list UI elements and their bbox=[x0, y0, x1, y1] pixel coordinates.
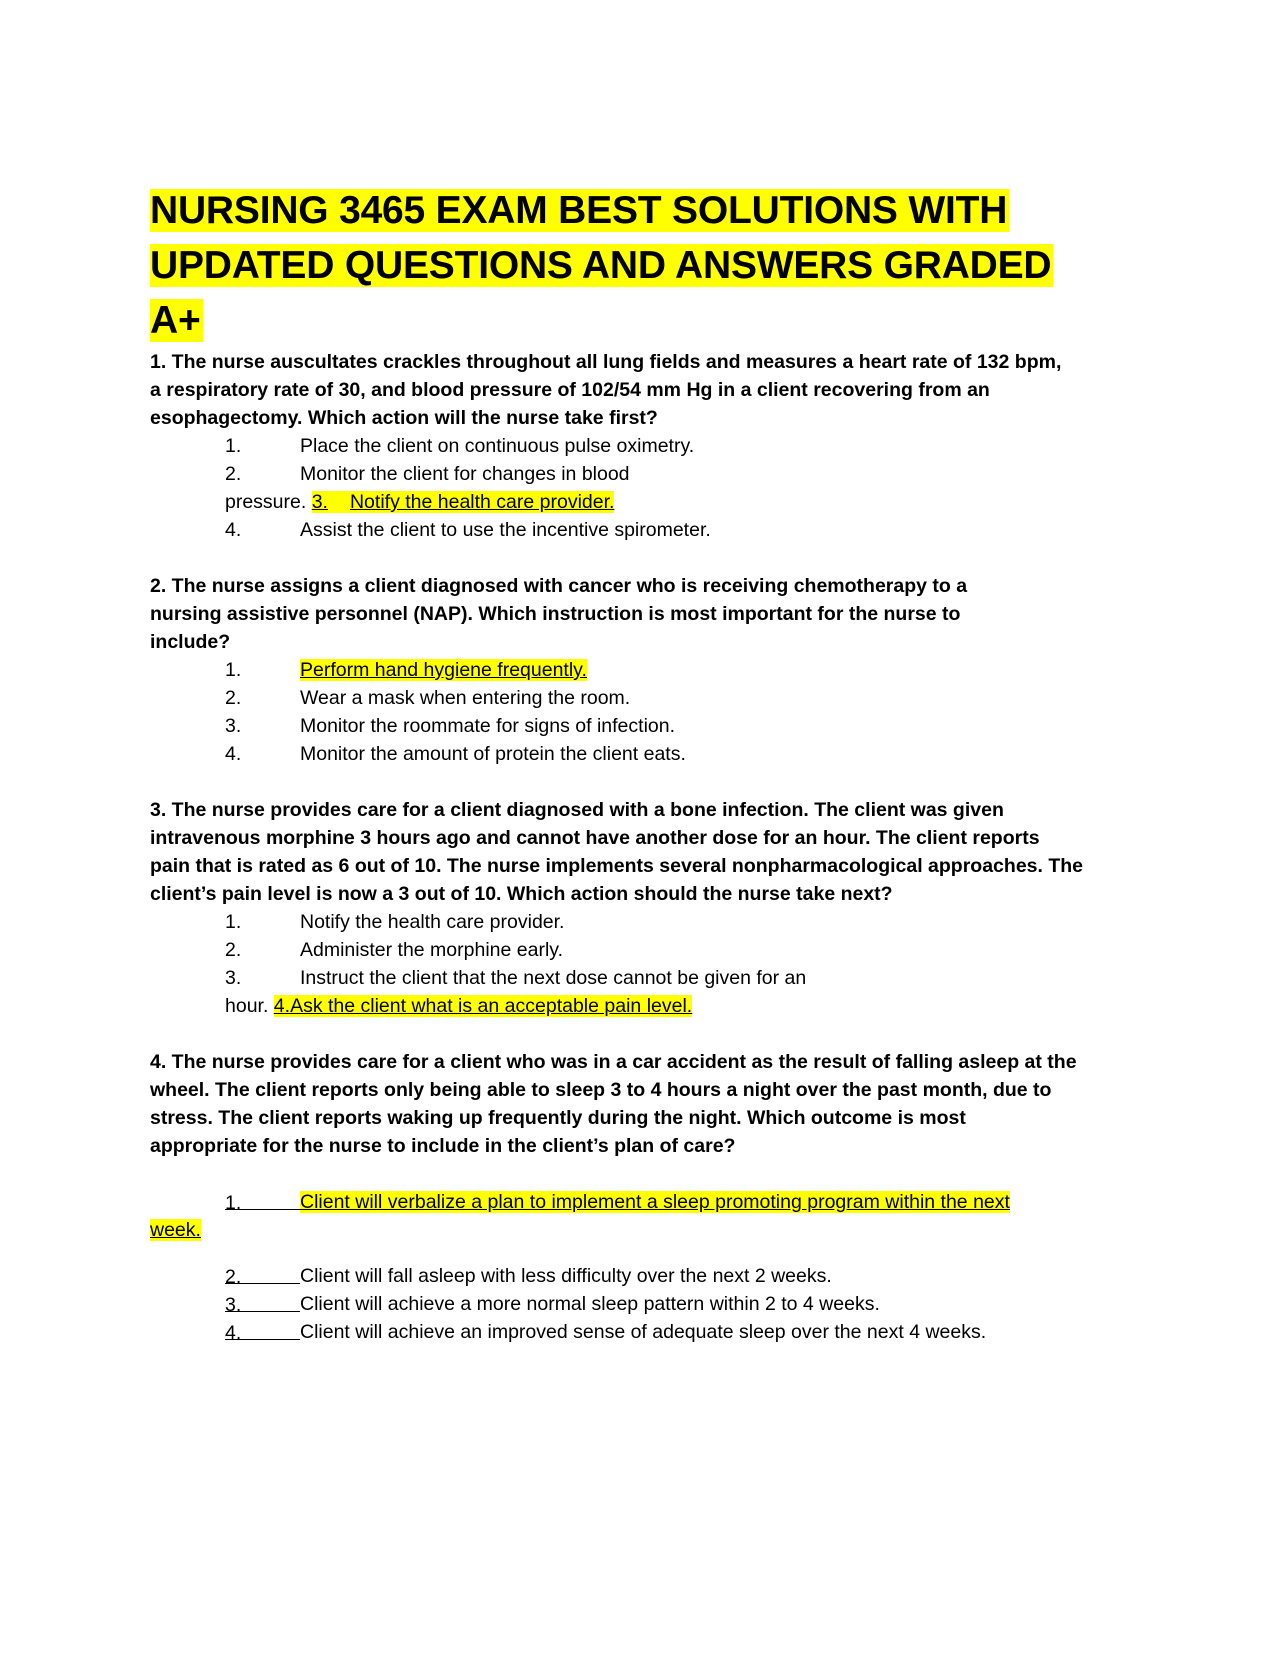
question-4 bbox=[150, 1048, 1110, 1346]
option-number bbox=[225, 1263, 300, 1288]
option-number: 1. bbox=[225, 435, 242, 457]
question-2-option-4 bbox=[150, 740, 1110, 768]
option-text: Ask the client what is an acceptable pain level. bbox=[290, 995, 693, 1017]
question-3-stem-line-1: 3. The nurse provides care for a client diagnosed with a bone infection. The client was given bbox=[150, 799, 1004, 821]
option-number: 4. bbox=[225, 519, 242, 541]
question-1-option-3-answer bbox=[312, 491, 615, 513]
option-text-wrap: hour. bbox=[225, 995, 274, 1017]
option-number: 2. bbox=[225, 687, 242, 709]
question-3-option-3-wrap bbox=[150, 992, 1110, 1020]
question-4-stem-line-3: stress. The client reports waking up frequently during the night. Which outcome is most bbox=[150, 1107, 966, 1129]
document-page bbox=[150, 183, 1110, 1346]
question-4-stem-line-2: wheel. The client reports only being able to sleep 3 to 4 hours a night over the past month, due to bbox=[150, 1079, 1052, 1101]
question-4-options bbox=[150, 1188, 1110, 1346]
option-number bbox=[225, 1189, 300, 1214]
question-3-stem-line-3: pain that is rated as 6 out of 10. The nurse implements several nonpharmacological approaches. The bbox=[150, 855, 1084, 877]
question-2-stem-line-3: include? bbox=[150, 631, 231, 653]
question-1-options bbox=[150, 432, 1110, 544]
option-number: 4. bbox=[225, 743, 242, 765]
question-4-option-3 bbox=[150, 1290, 1110, 1318]
option-text: Client will verbalize a plan to implement a sleep promoting program within the next bbox=[300, 1191, 1010, 1213]
question-4-option-4 bbox=[150, 1318, 1110, 1346]
question-2-options bbox=[150, 656, 1110, 768]
question-3-options bbox=[150, 908, 1110, 1020]
question-3-stem-line-2: intravenous morphine 3 hours ago and cannot have another dose for an hour. The client reports bbox=[150, 827, 1040, 849]
option-number: 3. bbox=[225, 715, 242, 737]
question-2-stem-line-2: nursing assistive personnel (NAP). Which instruction is most important for the nurse to bbox=[150, 603, 961, 625]
option-number bbox=[225, 1291, 300, 1316]
question-4-stem bbox=[150, 1048, 1110, 1160]
option-number: 2. bbox=[225, 463, 242, 485]
question-2 bbox=[150, 572, 1110, 768]
question-4-option-1-wrap bbox=[150, 1216, 1110, 1244]
option-number: 1. bbox=[225, 659, 242, 681]
question-1-stem-line-1: 1. The nurse auscultates crackles throughout all lung fields and measures a heart rate of 132 bpm, bbox=[150, 351, 1062, 373]
option-text: Wear a mask when entering the room. bbox=[300, 687, 631, 709]
option-text-wrap: pressure. bbox=[225, 491, 312, 513]
option-number-text: 3. bbox=[225, 1294, 242, 1316]
question-3-stem-line-4: client’s pain level is now a 3 out of 10. Which action should the nurse take next? bbox=[150, 883, 893, 905]
option-text-wrap: week. bbox=[150, 1219, 201, 1241]
question-1-option-4 bbox=[150, 516, 1110, 544]
title-line-1: NURSING 3465 EXAM BEST SOLUTIONS WITH bbox=[150, 189, 1008, 232]
option-text: Client will achieve an improved sense of adequate sleep over the next 4 weeks. bbox=[300, 1321, 987, 1343]
option-text: Administer the morphine early. bbox=[300, 939, 564, 961]
question-1-stem bbox=[150, 348, 1110, 432]
option-number-text: 2. bbox=[225, 1266, 242, 1288]
question-1-stem-line-3: esophagectomy. Which action will the nurse take first? bbox=[150, 407, 658, 429]
question-3 bbox=[150, 796, 1110, 1020]
question-1 bbox=[150, 348, 1110, 544]
option-text: Notify the health care provider. bbox=[349, 491, 615, 513]
question-1-stem-line-2: a respiratory rate of 30, and blood pressure of 102/54 mm Hg in a client recovering from an bbox=[150, 379, 990, 401]
question-4-option-2 bbox=[150, 1262, 1110, 1290]
option-text: Monitor the amount of protein the client eats. bbox=[300, 743, 686, 765]
option-number-text: 1. bbox=[225, 1192, 242, 1214]
option-text: Client will fall asleep with less difficulty over the next 2 weeks. bbox=[300, 1265, 832, 1287]
option-text: Notify the health care provider. bbox=[300, 911, 565, 933]
option-text: Monitor the roommate for signs of infection. bbox=[300, 715, 676, 737]
question-1-option-2 bbox=[150, 460, 1110, 488]
question-2-option-2 bbox=[150, 684, 1110, 712]
question-4-stem-line-4: appropriate for the nurse to include in the client’s plan of care? bbox=[150, 1135, 736, 1157]
question-1-option-2-wrap bbox=[150, 488, 1110, 516]
question-3-stem bbox=[150, 796, 1110, 908]
option-text: Place the client on continuous pulse oximetry. bbox=[300, 435, 695, 457]
question-3-option-3 bbox=[150, 964, 1110, 992]
question-1-option-1 bbox=[150, 432, 1110, 460]
document-title bbox=[150, 183, 1110, 348]
question-4-stem-line-1: 4. The nurse provides care for a client who was in a car accident as the result of falling asleep at the bbox=[150, 1051, 1077, 1073]
title-line-2: UPDATED QUESTIONS AND ANSWERS GRADED bbox=[150, 244, 1052, 287]
option-number-text: 4. bbox=[225, 1322, 242, 1344]
option-number: 3. bbox=[311, 491, 328, 513]
option-number: 3. bbox=[225, 967, 242, 989]
question-4-option-1-answer bbox=[150, 1188, 1110, 1216]
option-number bbox=[225, 1319, 300, 1344]
option-number: 2. bbox=[225, 939, 242, 961]
question-2-stem-line-1: 2. The nurse assigns a client diagnosed with cancer who is receiving chemotherapy to a bbox=[150, 575, 968, 597]
option-number: 1. bbox=[225, 911, 242, 933]
option-text: Perform hand hygiene frequently. bbox=[300, 659, 587, 681]
question-2-option-1-answer bbox=[150, 656, 1110, 684]
question-3-option-1 bbox=[150, 908, 1110, 936]
question-3-option-4-answer bbox=[274, 995, 692, 1017]
option-text: Client will achieve a more normal sleep pattern within 2 to 4 weeks. bbox=[300, 1293, 880, 1315]
option-text: Assist the client to use the incentive spirometer. bbox=[300, 519, 711, 541]
option-text: Monitor the client for changes in blood bbox=[300, 463, 630, 485]
question-2-stem bbox=[150, 572, 1110, 656]
option-number: 4. bbox=[273, 995, 291, 1017]
option-text: Instruct the client that the next dose cannot be given for an bbox=[300, 967, 807, 989]
question-2-option-3 bbox=[150, 712, 1110, 740]
title-line-3: A+ bbox=[150, 299, 201, 342]
question-3-option-2 bbox=[150, 936, 1110, 964]
